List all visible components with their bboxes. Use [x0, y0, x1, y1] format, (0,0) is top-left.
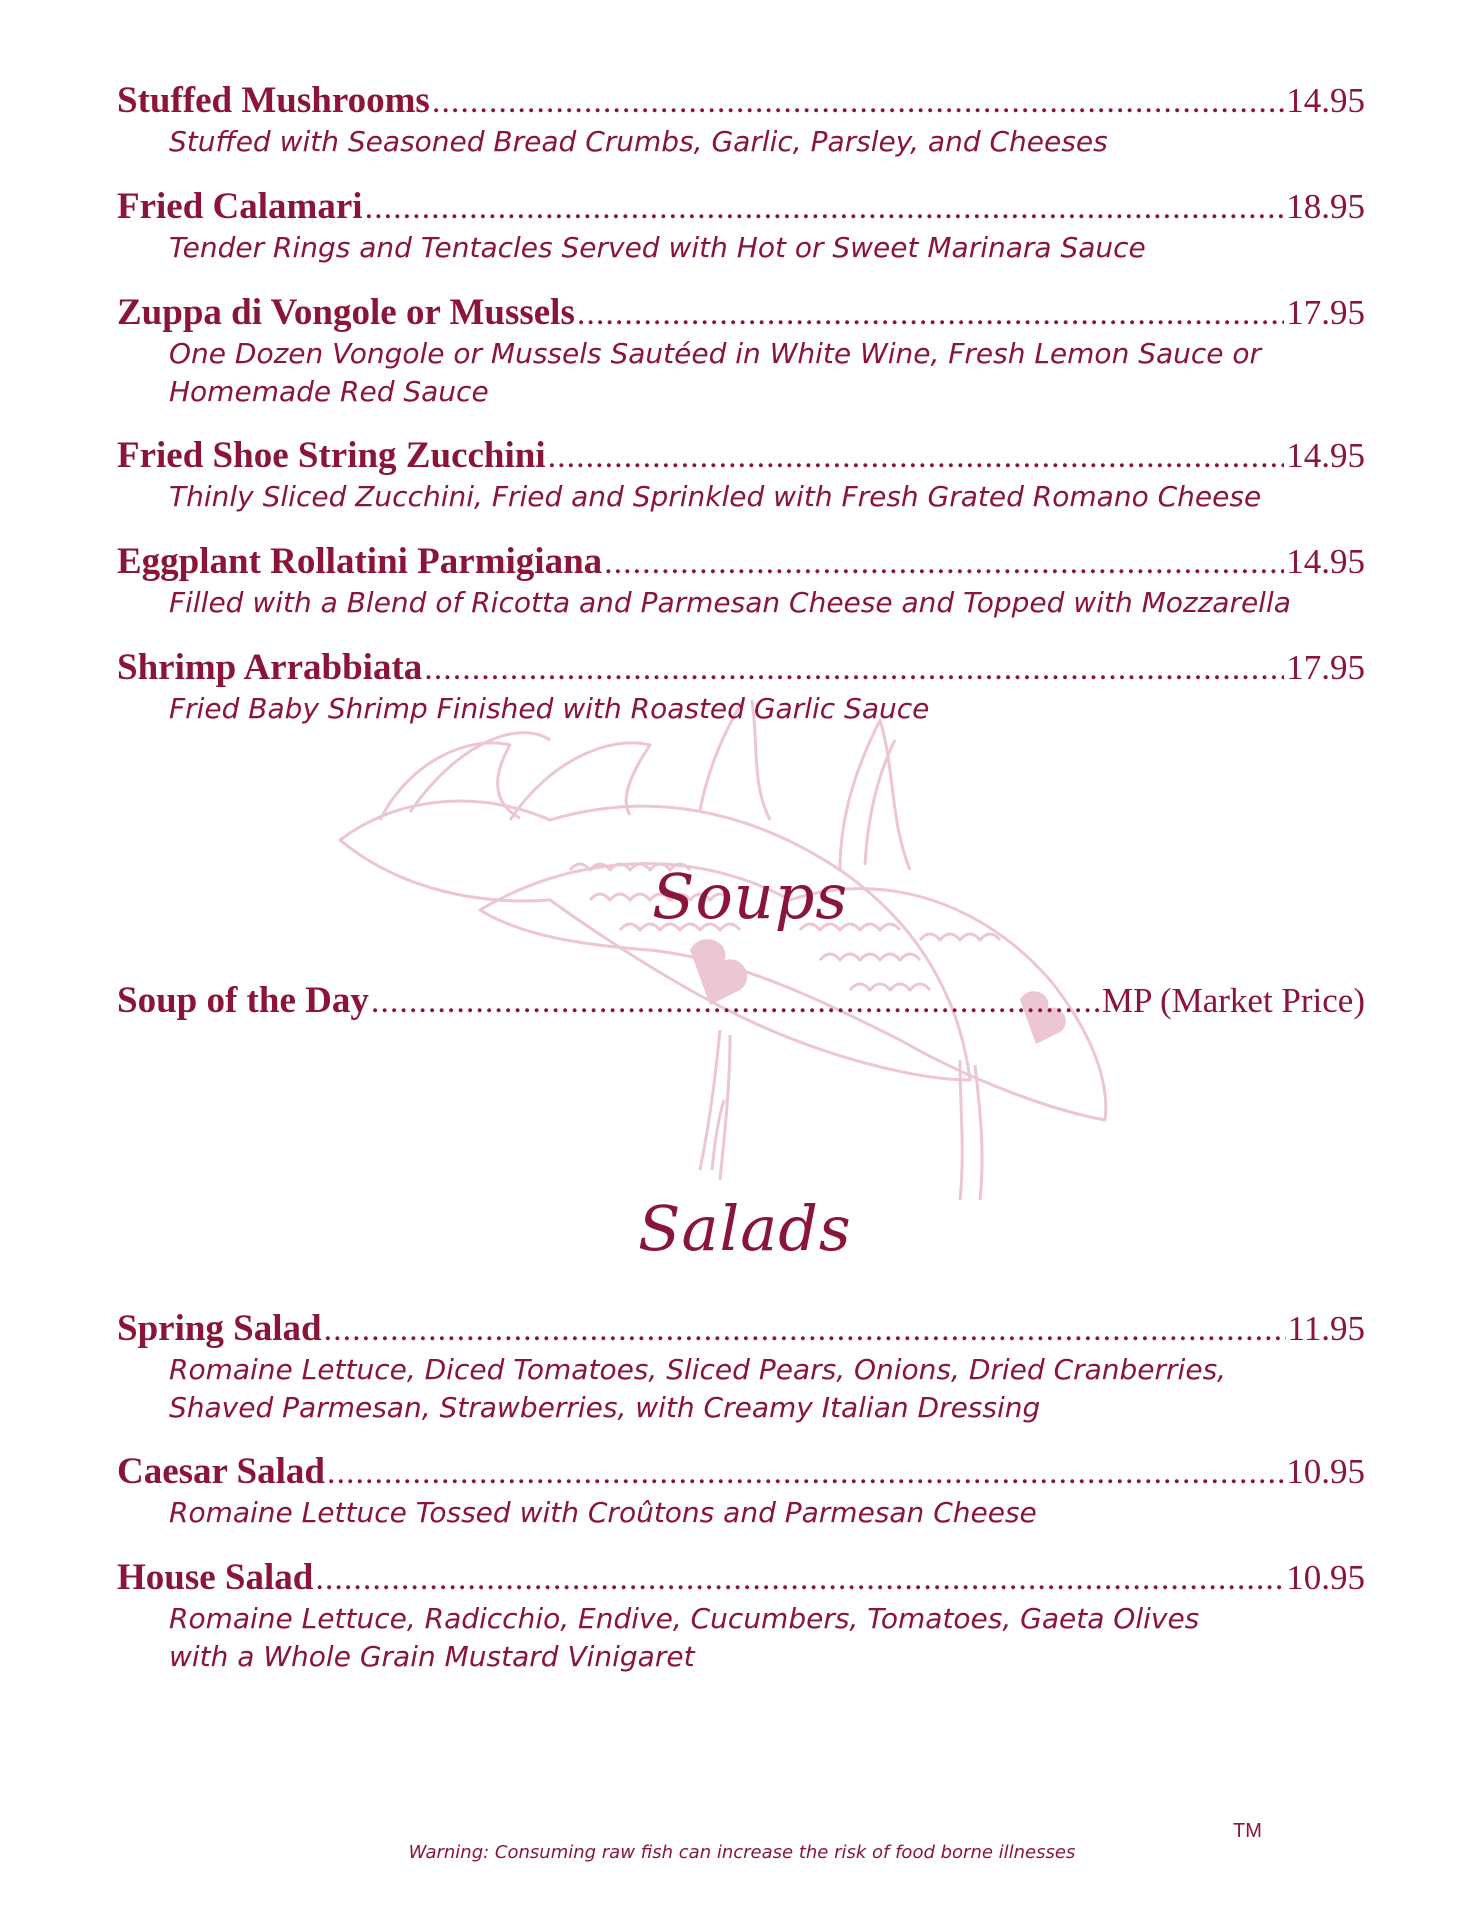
item-name: Fried Calamari: [117, 186, 363, 227]
item-description: Fried Baby Shrimp Finished with Roasted Garlic Sauce: [169, 692, 930, 725]
item-name: Shrimp Arrabbiata: [117, 647, 423, 688]
item-price: 11.95: [1287, 1309, 1365, 1348]
item-description: Filled with a Blend of Ricotta and Parmesan Cheese and Topped with Mozzarella: [169, 586, 1291, 619]
item-name: Soup of the Day: [117, 980, 369, 1021]
menu-item-shrimp-arrabbiata: [117, 647, 1365, 728]
item-description: Shaved Parmesan, Strawberries, with Creamy Italian Dressing: [169, 1391, 1041, 1424]
dot-leader: [424, 648, 1284, 690]
dot-leader: [365, 187, 1285, 229]
menu-item-soup-of-the-day: [117, 980, 1365, 1023]
item-price: 14.95: [1286, 81, 1365, 120]
item-price: MP (Market Price): [1101, 981, 1365, 1020]
menu-item-spring-salad: [117, 1308, 1365, 1427]
item-name: Fried Shoe String Zucchini: [117, 435, 546, 476]
item-description: Romaine Lettuce, Radicchio, Endive, Cucumbers, Tomatoes, Gaeta Olives: [169, 1602, 1200, 1635]
raw-fish-warning: Warning: Consuming raw fish can increase the risk of food borne illnesses: [408, 1842, 1076, 1863]
item-price: 17.95: [1286, 293, 1365, 332]
fish-watermark-icon: [320, 700, 1180, 1220]
menu-item-stuffed-mushrooms: [117, 80, 1365, 161]
item-price: 14.95: [1286, 542, 1365, 581]
dot-leader: [324, 1309, 1286, 1351]
item-description: One Dozen Vongole or Mussels Sautéed in White Wine, Fresh Lemon Sauce or: [169, 337, 1262, 370]
item-description: with a Whole Grain Mustard Vinigaret: [169, 1640, 695, 1673]
item-name: Caesar Salad: [117, 1451, 325, 1492]
item-name: House Salad: [117, 1557, 314, 1598]
dot-leader: [327, 1452, 1284, 1494]
item-price: 14.95: [1286, 436, 1365, 475]
item-price: 18.95: [1286, 187, 1365, 226]
trademark-mark: TM: [1233, 1820, 1262, 1842]
dot-leader: [371, 981, 1100, 1023]
item-description: Homemade Red Sauce: [169, 375, 489, 408]
item-description: Thinly Sliced Zucchini, Fried and Sprinkled with Fresh Grated Romano Cheese: [169, 480, 1262, 513]
item-price: 17.95: [1286, 648, 1365, 687]
dot-leader: [604, 542, 1284, 584]
section-title-salads: Salads: [638, 1192, 852, 1265]
item-description: Romaine Lettuce, Diced Tomatoes, Sliced Pears, Onions, Dried Cranberries,: [169, 1353, 1227, 1386]
item-name: Zuppa di Vongole or Mussels: [117, 292, 575, 333]
menu-item-eggplant-rollatini: [117, 541, 1365, 622]
menu-item-house-salad: [117, 1557, 1365, 1676]
dot-leader: [548, 436, 1285, 478]
item-name: Eggplant Rollatini Parmigiana: [117, 541, 603, 582]
dot-leader: [577, 293, 1284, 335]
item-name: Stuffed Mushrooms: [117, 80, 430, 121]
section-title-soups: Soups: [652, 860, 849, 933]
item-name: Spring Salad: [117, 1308, 322, 1349]
item-description: Romaine Lettuce Tossed with Croûtons and Parmesan Cheese: [169, 1496, 1037, 1529]
item-description: Stuffed with Seasoned Bread Crumbs, Garlic, Parsley, and Cheeses: [169, 125, 1108, 158]
menu-item-zuppa-di-vongole: [117, 292, 1365, 411]
menu-item-caesar-salad: [117, 1451, 1365, 1532]
menu-item-fried-calamari: [117, 186, 1365, 267]
item-description: Tender Rings and Tentacles Served with Hot or Sweet Marinara Sauce: [169, 231, 1146, 264]
menu-item-fried-shoe-string-zucchini: [117, 435, 1365, 516]
item-price: 10.95: [1286, 1558, 1365, 1597]
item-price: 10.95: [1286, 1452, 1365, 1491]
dot-leader: [432, 81, 1284, 123]
dot-leader: [315, 1558, 1284, 1600]
